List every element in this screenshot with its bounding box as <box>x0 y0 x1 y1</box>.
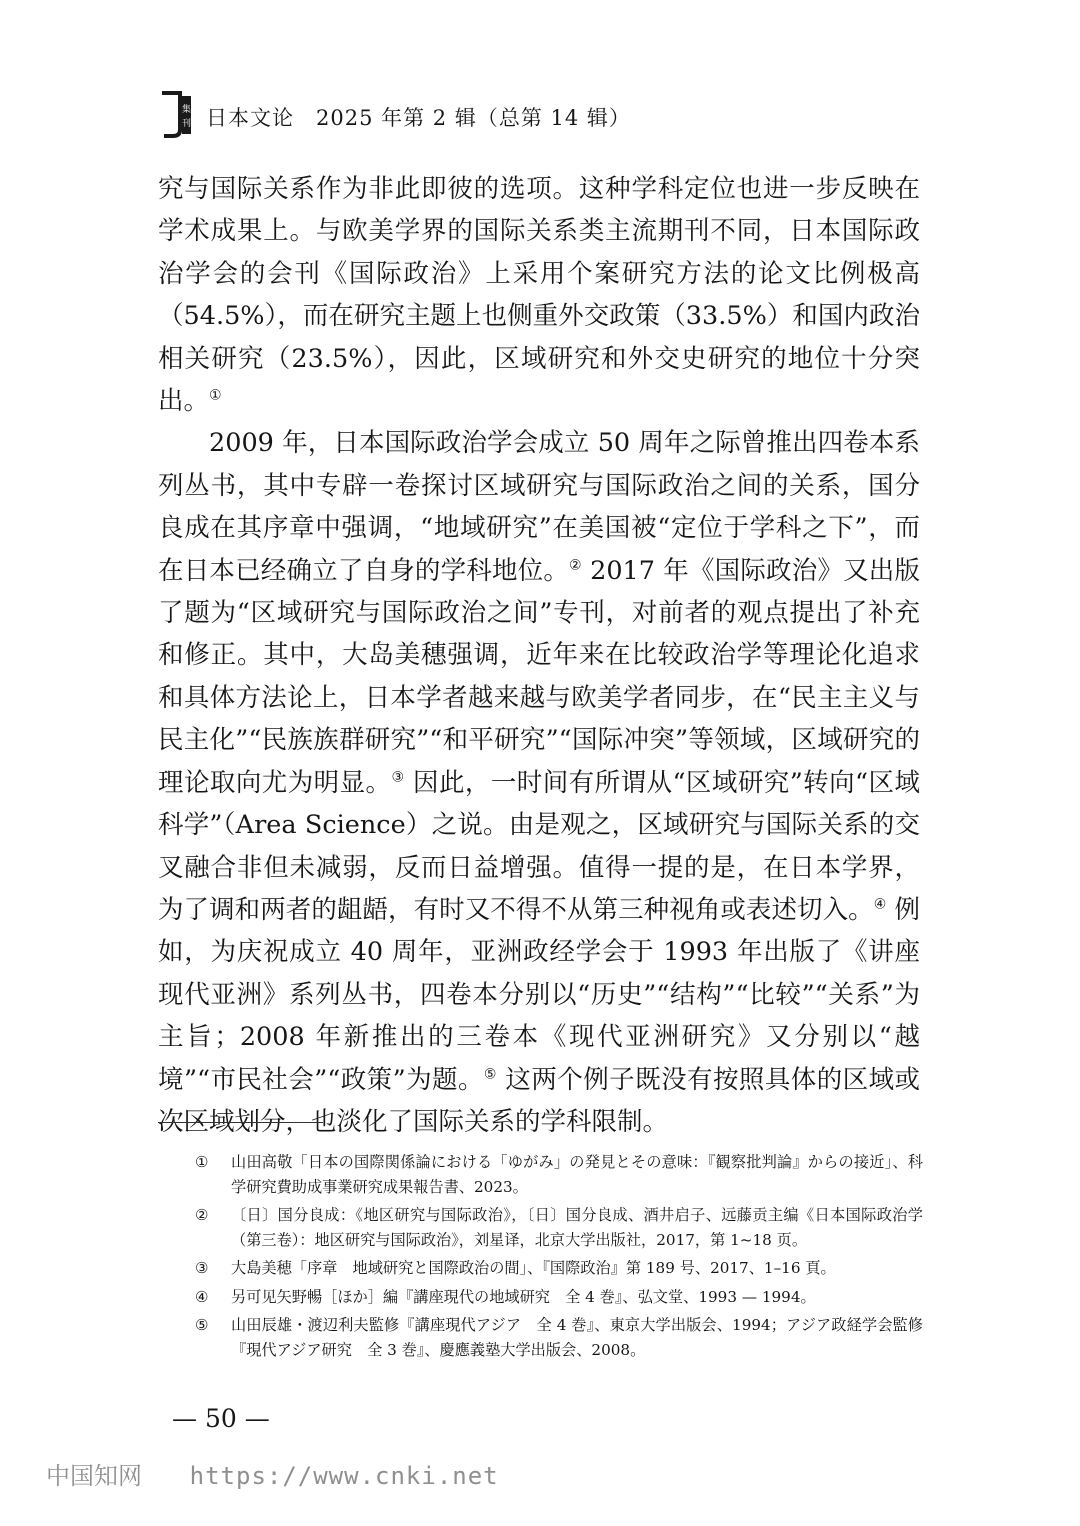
footnote-item <box>195 1150 923 1199</box>
footnote-mark: ① <box>195 1153 209 1171</box>
paragraph <box>158 422 920 1143</box>
paragraph-text: 例如，为庆祝成立 40 周年，亚洲政经学会于 1993 年出版了《讲座现代亚洲》系列丛书，四卷本分别以“历史”“结构”“比较”“关系”为主旨；2008 年新推出的三卷本《现代亚洲研究》又分别以“越境”“市民社会”“政策”为题。 <box>158 894 920 1095</box>
paragraph-text: 究与国际关系作为非此即彼的选项。这种学科定位也进一步反映在学术成果上。与欧美学界的国际关系类主流期刊不同，日本国际政治学会的会刊《国际政治》上采用个案研究方法的论文比例极高（54.5%），而在研究主题上也侧重外交政策（33.5%）和国内政治相关研究（23.5%），因此，区域研究和外交史研究的地位十分突出。 <box>158 174 920 417</box>
paragraph-text: 因此，一时间有所谓从“区域研究”转向“区域科学”（Area Science）之说。由是观之，区域研究与国际关系的交叉融合非但未减弱，反而日益增强。值得一提的是，在日本学界，为了调和两者的龃龉，有时又不得不从第三种视角或表述切入。 <box>158 767 920 925</box>
cnki-watermark <box>46 1456 499 1490</box>
footnote-mark: ② <box>195 1206 209 1224</box>
footnote-item <box>195 1203 923 1252</box>
article-body <box>158 168 920 1143</box>
footnote-ref[interactable]: ③ <box>391 769 405 786</box>
svg-text:集: 集 <box>181 105 192 115</box>
footnote-ref[interactable]: ⑤ <box>483 1066 497 1083</box>
paragraph-text: 2017 年《国际政治》又出版了题为“区域研究与国际政治之间”专刊，对前者的观点提出了补充和修正。其中，大岛美穗强调，近年来在比较政治学等理论化追求和具体方法论上，日本学者越来越与欧美学者同步，在“民主主义与民主化”“民族族群研究”“和平研究”“国际冲突”等领域，区域研究的理论取向尤为明显。 <box>158 555 920 798</box>
footnote-item <box>195 1313 923 1362</box>
footnotes <box>195 1150 923 1366</box>
watermark-name: 中国知网 <box>46 1462 142 1490</box>
paragraph-text: 这两个例子既没有按照具体的区域或次区域划分，也淡化了国际关系的学科限制。 <box>158 1064 921 1137</box>
footnote-mark: ④ <box>195 1287 209 1306</box>
footnote-text: 〔日〕国分良成：《地区研究与国际政治》，〔日〕国分良成、酒井启子、远藤贡主编《日本国际政治学（第三卷）：地区研究与国际政治》，刘星译，北京大学出版社，2017，第 1~18 页。 <box>231 1206 923 1249</box>
footnote-ref[interactable]: ② <box>569 557 582 574</box>
footnote-mark: ⑤ <box>195 1316 209 1334</box>
footnote-item <box>195 1285 923 1310</box>
footnote-text: 大島美穂「序章 地域研究と国際政治の間」、『国際政治』第 189 号、2017、1–16 頁。 <box>231 1259 836 1277</box>
footnote-ref[interactable]: ④ <box>873 896 887 913</box>
footnote-divider <box>158 1122 323 1123</box>
watermark-url: https://www.cnki.net <box>189 1462 499 1490</box>
footnote-text: 山田高敬「日本の国際関係論における「ゆがみ」の発見とその意味：『観察批判論』からの接近」、科学研究費助成事業研究成果報告書、2023。 <box>231 1153 923 1196</box>
footnote-ref[interactable]: ① <box>209 387 222 404</box>
footnote-text: 另可见矢野暢［ほか］編『講座現代の地域研究 全 4 巻』、弘文堂、1993 — 1994。 <box>231 1287 816 1306</box>
svg-text:刊: 刊 <box>181 119 192 129</box>
running-header <box>158 90 918 140</box>
footnote-mark: ③ <box>195 1259 209 1277</box>
paragraph-text: 2009 年，日本国际政治学会成立 50 周年之际曾推出四卷本系列丛书，其中专辟一卷探讨区域研究与国际政治之间的关系，国分良成在其序章中强调，“地域研究”在美国被“定位于学科之下”，而在日本已经确立了自身的学科地位。 <box>158 428 920 586</box>
paragraph <box>158 168 920 422</box>
journal-logo <box>158 90 192 138</box>
page-number: — 50 — <box>172 1404 270 1433</box>
footnote-text: 山田辰雄・渡辺利夫監修『講座現代アジア 全 4 巻』、東京大学出版会、1994；アジア政経学会監修『現代アジア研究 全 3 巻』、慶應義塾大学出版会、2008。 <box>231 1316 923 1359</box>
footnote-item <box>195 1256 923 1281</box>
journal-issue-title: 日本文论 2025 年第 2 辑（总第 14 辑） <box>206 106 631 130</box>
